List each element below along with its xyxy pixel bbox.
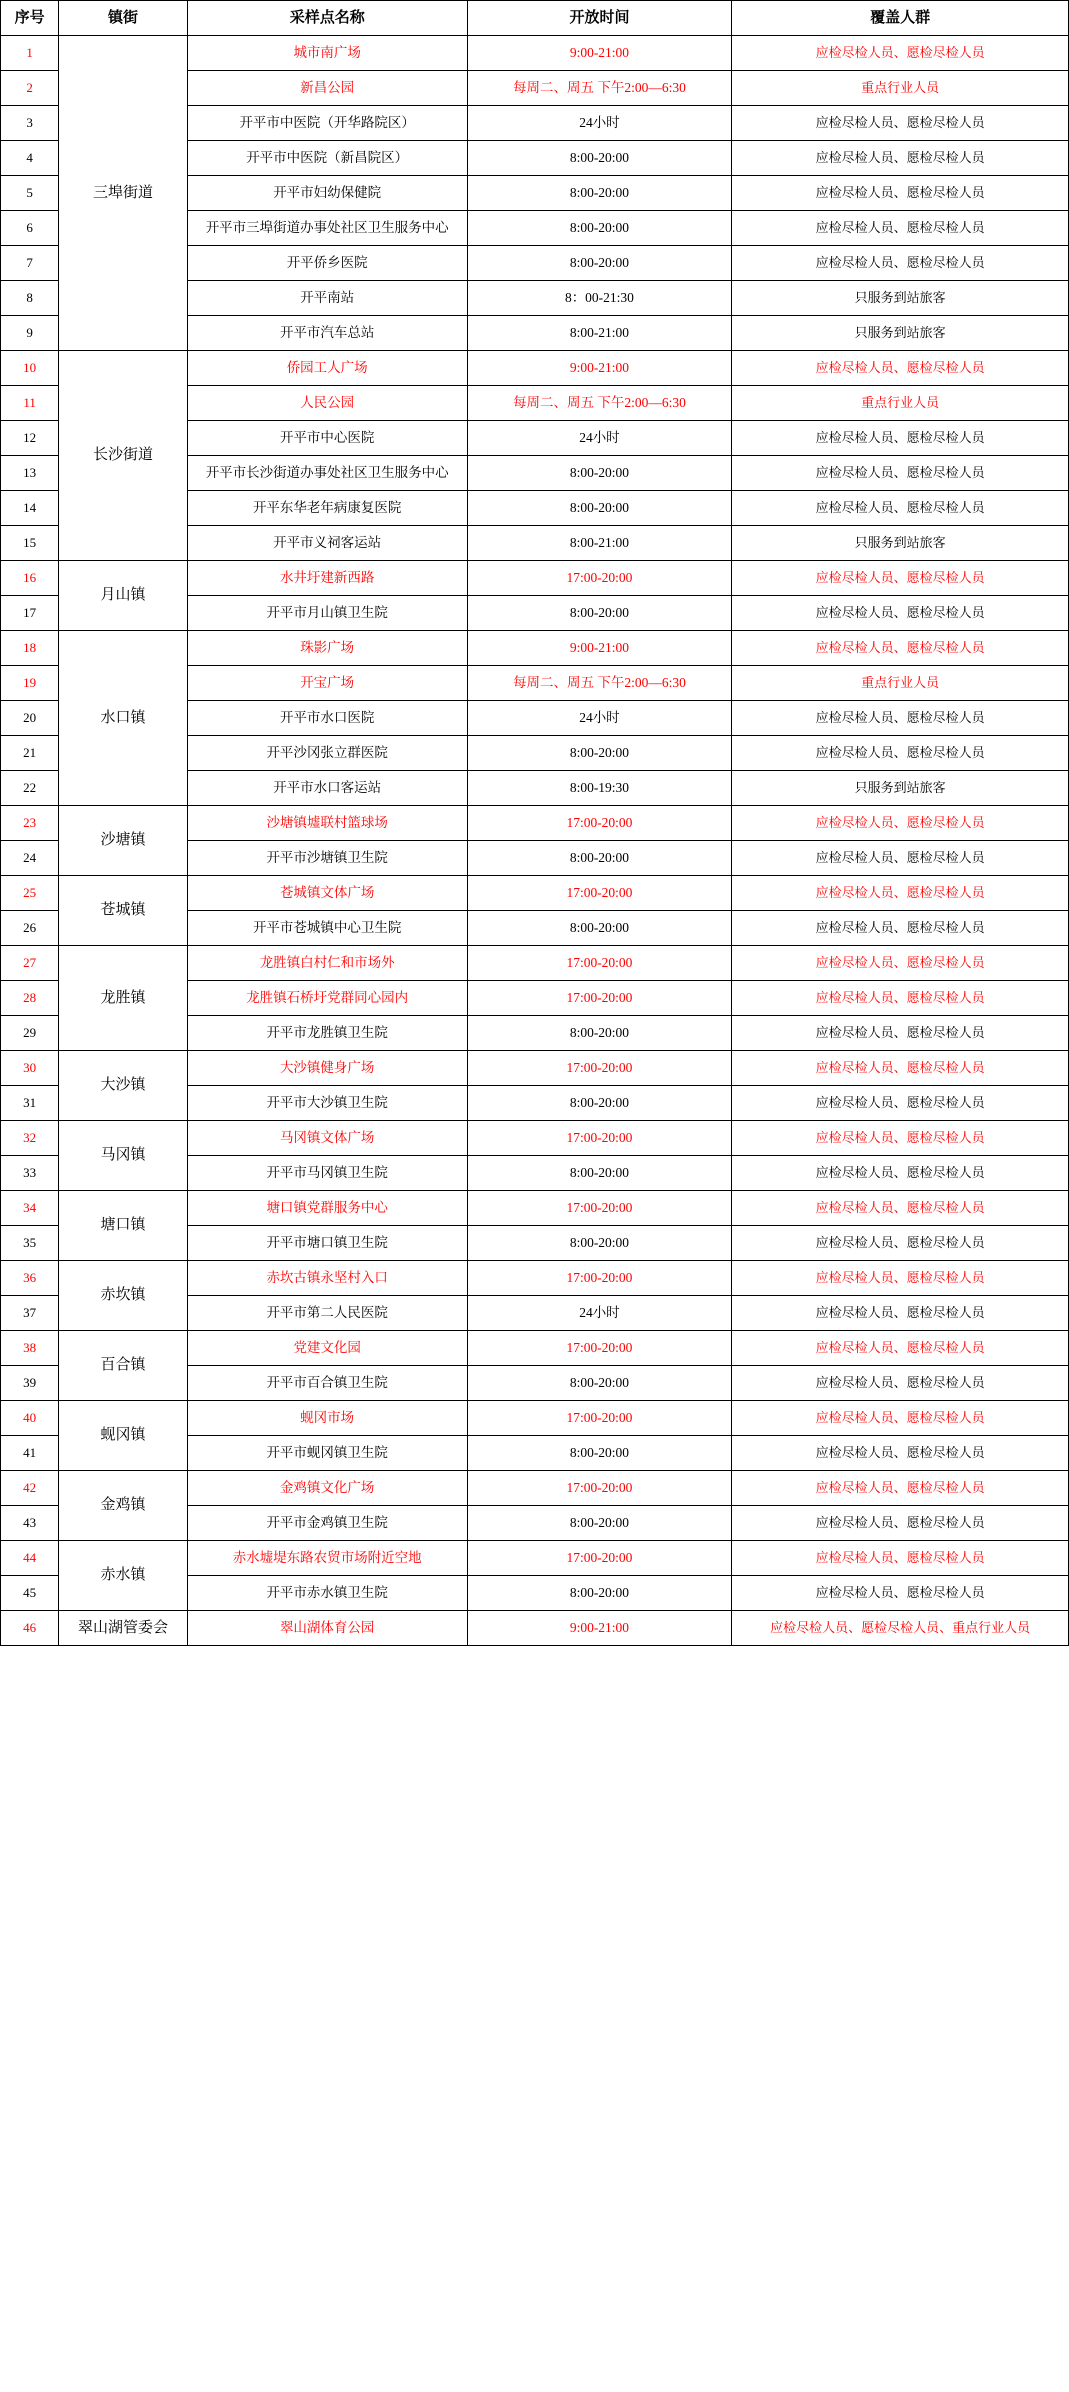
- table-body: [1, 36, 1069, 1646]
- cell-covered-people: 应检尽检人员、愿检尽检人员: [732, 421, 1069, 456]
- cell-index: 31: [1, 1086, 59, 1121]
- cell-site-name: 开平市长沙街道办事处社区卫生服务中心: [187, 456, 467, 491]
- cell-open-hours: 每周二、周五 下午2:00—6:30: [467, 71, 732, 106]
- table-row: [1, 1121, 1069, 1156]
- cell-covered-people: 应检尽检人员、愿检尽检人员: [732, 456, 1069, 491]
- cell-covered-people: 重点行业人员: [732, 386, 1069, 421]
- cell-site-name: 开平东华老年病康复医院: [187, 491, 467, 526]
- cell-covered-people: 应检尽检人员、愿检尽检人员: [732, 491, 1069, 526]
- cell-open-hours: 24小时: [467, 701, 732, 736]
- cell-index: 24: [1, 841, 59, 876]
- cell-index: 38: [1, 1331, 59, 1366]
- cell-site-name: 开宝广场: [187, 666, 467, 701]
- cell-open-hours: 9:00-21:00: [467, 1611, 732, 1646]
- cell-site-name: 赤坎古镇永坚村入口: [187, 1261, 467, 1296]
- cell-site-name: 苍城镇文体广场: [187, 876, 467, 911]
- cell-index: 19: [1, 666, 59, 701]
- cell-site-name: 开平市塘口镇卫生院: [187, 1226, 467, 1261]
- cell-open-hours: 8:00-20:00: [467, 1436, 732, 1471]
- cell-index: 9: [1, 316, 59, 351]
- cell-site-name: 大沙镇健身广场: [187, 1051, 467, 1086]
- cell-site-name: 人民公园: [187, 386, 467, 421]
- table-header: [1, 1, 1069, 36]
- cell-site-name: 翠山湖体育公园: [187, 1611, 467, 1646]
- cell-covered-people: 应检尽检人员、愿检尽检人员: [732, 1191, 1069, 1226]
- cell-town: 龙胜镇: [59, 946, 188, 1051]
- cell-site-name: 开平市中心医院: [187, 421, 467, 456]
- cell-index: 27: [1, 946, 59, 981]
- cell-open-hours: 8:00-20:00: [467, 841, 732, 876]
- table-header-row: [1, 1, 1069, 36]
- cell-town: 塘口镇: [59, 1191, 188, 1261]
- cell-index: 18: [1, 631, 59, 666]
- cell-covered-people: 应检尽检人员、愿检尽检人员: [732, 246, 1069, 281]
- column-header-hours: 开放时间: [467, 1, 732, 36]
- cell-open-hours: 8:00-19:30: [467, 771, 732, 806]
- cell-covered-people: 应检尽检人员、愿检尽检人员: [732, 106, 1069, 141]
- cell-covered-people: 应检尽检人员、愿检尽检人员: [732, 351, 1069, 386]
- cell-site-name: 新昌公园: [187, 71, 467, 106]
- cell-open-hours: 8:00-20:00: [467, 911, 732, 946]
- cell-open-hours: 8:00-20:00: [467, 1366, 732, 1401]
- cell-index: 43: [1, 1506, 59, 1541]
- cell-site-name: 开平市沙塘镇卫生院: [187, 841, 467, 876]
- cell-index: 46: [1, 1611, 59, 1646]
- cell-covered-people: 应检尽检人员、愿检尽检人员: [732, 596, 1069, 631]
- cell-open-hours: 8:00-20:00: [467, 1086, 732, 1121]
- cell-index: 26: [1, 911, 59, 946]
- cell-open-hours: 17:00-20:00: [467, 1541, 732, 1576]
- table-row: [1, 1471, 1069, 1506]
- table-row: [1, 631, 1069, 666]
- table-row: [1, 806, 1069, 841]
- cell-site-name: 开平沙冈张立群医院: [187, 736, 467, 771]
- cell-covered-people: 应检尽检人员、愿检尽检人员: [732, 1016, 1069, 1051]
- column-header-people: 覆盖人群: [732, 1, 1069, 36]
- cell-index: 21: [1, 736, 59, 771]
- cell-covered-people: 应检尽检人员、愿检尽检人员: [732, 876, 1069, 911]
- cell-covered-people: 应检尽检人员、愿检尽检人员: [732, 1051, 1069, 1086]
- cell-index: 11: [1, 386, 59, 421]
- cell-covered-people: 应检尽检人员、愿检尽检人员: [732, 1121, 1069, 1156]
- cell-site-name: 开平市第二人民医院: [187, 1296, 467, 1331]
- cell-open-hours: 8:00-20:00: [467, 491, 732, 526]
- cell-open-hours: 8:00-20:00: [467, 211, 732, 246]
- cell-covered-people: 应检尽检人员、愿检尽检人员: [732, 211, 1069, 246]
- cell-index: 42: [1, 1471, 59, 1506]
- cell-index: 1: [1, 36, 59, 71]
- cell-town: 马冈镇: [59, 1121, 188, 1191]
- column-header-town: 镇街: [59, 1, 188, 36]
- cell-index: 32: [1, 1121, 59, 1156]
- cell-open-hours: 8:00-20:00: [467, 1506, 732, 1541]
- cell-open-hours: 17:00-20:00: [467, 806, 732, 841]
- cell-covered-people: 应检尽检人员、愿检尽检人员: [732, 1086, 1069, 1121]
- cell-site-name: 开平市龙胜镇卫生院: [187, 1016, 467, 1051]
- cell-open-hours: 17:00-20:00: [467, 561, 732, 596]
- cell-covered-people: 应检尽检人员、愿检尽检人员: [732, 1296, 1069, 1331]
- cell-covered-people: 应检尽检人员、愿检尽检人员: [732, 36, 1069, 71]
- cell-covered-people: 应检尽检人员、愿检尽检人员: [732, 1331, 1069, 1366]
- cell-index: 6: [1, 211, 59, 246]
- cell-site-name: 开平市百合镇卫生院: [187, 1366, 467, 1401]
- cell-covered-people: 应检尽检人员、愿检尽检人员: [732, 981, 1069, 1016]
- cell-site-name: 开平市大沙镇卫生院: [187, 1086, 467, 1121]
- cell-open-hours: 24小时: [467, 1296, 732, 1331]
- cell-site-name: 赤水墟堤东路农贸市场附近空地: [187, 1541, 467, 1576]
- cell-covered-people: 应检尽检人员、愿检尽检人员: [732, 1471, 1069, 1506]
- cell-index: 35: [1, 1226, 59, 1261]
- cell-open-hours: 17:00-20:00: [467, 1261, 732, 1296]
- cell-site-name: 开平市中医院（开华路院区）: [187, 106, 467, 141]
- cell-open-hours: 8:00-20:00: [467, 176, 732, 211]
- cell-index: 8: [1, 281, 59, 316]
- cell-index: 20: [1, 701, 59, 736]
- cell-site-name: 侨园工人广场: [187, 351, 467, 386]
- cell-site-name: 开平市中医院（新昌院区）: [187, 141, 467, 176]
- cell-town: 月山镇: [59, 561, 188, 631]
- cell-site-name: 开平侨乡医院: [187, 246, 467, 281]
- cell-site-name: 水井圩建新西路: [187, 561, 467, 596]
- cell-index: 36: [1, 1261, 59, 1296]
- cell-index: 3: [1, 106, 59, 141]
- cell-site-name: 龙胜镇石桥圩党群同心园内: [187, 981, 467, 1016]
- table-row: [1, 1541, 1069, 1576]
- cell-index: 44: [1, 1541, 59, 1576]
- cell-town: 长沙街道: [59, 351, 188, 561]
- table-row: [1, 1051, 1069, 1086]
- cell-index: 23: [1, 806, 59, 841]
- cell-index: 28: [1, 981, 59, 1016]
- cell-index: 14: [1, 491, 59, 526]
- cell-covered-people: 只服务到站旅客: [732, 316, 1069, 351]
- cell-covered-people: 应检尽检人员、愿检尽检人员: [732, 1541, 1069, 1576]
- cell-town: 蚬冈镇: [59, 1401, 188, 1471]
- table-row: [1, 876, 1069, 911]
- cell-covered-people: 应检尽检人员、愿检尽检人员: [732, 1366, 1069, 1401]
- cell-open-hours: 8:00-20:00: [467, 1016, 732, 1051]
- cell-index: 30: [1, 1051, 59, 1086]
- cell-index: 22: [1, 771, 59, 806]
- cell-site-name: 金鸡镇文化广场: [187, 1471, 467, 1506]
- cell-covered-people: 应检尽检人员、愿检尽检人员: [732, 806, 1069, 841]
- cell-open-hours: 17:00-20:00: [467, 1051, 732, 1086]
- cell-covered-people: 应检尽检人员、愿检尽检人员: [732, 631, 1069, 666]
- cell-site-name: 开平市妇幼保健院: [187, 176, 467, 211]
- cell-open-hours: 8:00-20:00: [467, 246, 732, 281]
- cell-open-hours: 每周二、周五 下午2:00—6:30: [467, 666, 732, 701]
- cell-town: 水口镇: [59, 631, 188, 806]
- cell-site-name: 开平市水口医院: [187, 701, 467, 736]
- cell-index: 4: [1, 141, 59, 176]
- table-row: [1, 561, 1069, 596]
- cell-open-hours: 8:00-20:00: [467, 596, 732, 631]
- cell-covered-people: 应检尽检人员、愿检尽检人员、重点行业人员: [732, 1611, 1069, 1646]
- cell-covered-people: 重点行业人员: [732, 666, 1069, 701]
- table-row: [1, 1401, 1069, 1436]
- cell-open-hours: 8:00-20:00: [467, 1576, 732, 1611]
- cell-index: 7: [1, 246, 59, 281]
- cell-covered-people: 应检尽检人员、愿检尽检人员: [732, 946, 1069, 981]
- cell-site-name: 开平市金鸡镇卫生院: [187, 1506, 467, 1541]
- cell-covered-people: 应检尽检人员、愿检尽检人员: [732, 1226, 1069, 1261]
- cell-site-name: 开平市汽车总站: [187, 316, 467, 351]
- cell-site-name: 城市南广场: [187, 36, 467, 71]
- cell-open-hours: 17:00-20:00: [467, 946, 732, 981]
- cell-open-hours: 8：00-21:30: [467, 281, 732, 316]
- cell-site-name: 开平市蚬冈镇卫生院: [187, 1436, 467, 1471]
- table-row: [1, 1331, 1069, 1366]
- cell-town: 苍城镇: [59, 876, 188, 946]
- cell-open-hours: 9:00-21:00: [467, 36, 732, 71]
- cell-open-hours: 24小时: [467, 106, 732, 141]
- cell-site-name: 开平市义祠客运站: [187, 526, 467, 561]
- cell-open-hours: 8:00-20:00: [467, 141, 732, 176]
- cell-town: 三埠街道: [59, 36, 188, 351]
- cell-town: 百合镇: [59, 1331, 188, 1401]
- cell-site-name: 龙胜镇白村仁和市场外: [187, 946, 467, 981]
- cell-covered-people: 应检尽检人员、愿检尽检人员: [732, 1506, 1069, 1541]
- cell-covered-people: 应检尽检人员、愿检尽检人员: [732, 1576, 1069, 1611]
- cell-open-hours: 8:00-20:00: [467, 1226, 732, 1261]
- cell-covered-people: 只服务到站旅客: [732, 281, 1069, 316]
- cell-index: 17: [1, 596, 59, 631]
- column-header-site: 采样点名称: [187, 1, 467, 36]
- cell-index: 34: [1, 1191, 59, 1226]
- table-row: [1, 36, 1069, 71]
- cell-index: 10: [1, 351, 59, 386]
- cell-covered-people: 应检尽检人员、愿检尽检人员: [732, 911, 1069, 946]
- cell-index: 15: [1, 526, 59, 561]
- cell-covered-people: 应检尽检人员、愿检尽检人员: [732, 736, 1069, 771]
- cell-covered-people: 应检尽检人员、愿检尽检人员: [732, 841, 1069, 876]
- cell-town: 大沙镇: [59, 1051, 188, 1121]
- table-row: [1, 351, 1069, 386]
- cell-covered-people: 只服务到站旅客: [732, 526, 1069, 561]
- cell-covered-people: 应检尽检人员、愿检尽检人员: [732, 1261, 1069, 1296]
- cell-covered-people: 应检尽检人员、愿检尽检人员: [732, 701, 1069, 736]
- cell-open-hours: 17:00-20:00: [467, 1471, 732, 1506]
- cell-open-hours: 17:00-20:00: [467, 1401, 732, 1436]
- cell-site-name: 沙塘镇墟联村篮球场: [187, 806, 467, 841]
- cell-open-hours: 17:00-20:00: [467, 1191, 732, 1226]
- column-header-index: 序号: [1, 1, 59, 36]
- cell-index: 2: [1, 71, 59, 106]
- cell-open-hours: 17:00-20:00: [467, 876, 732, 911]
- cell-site-name: 蚬冈市场: [187, 1401, 467, 1436]
- cell-open-hours: 9:00-21:00: [467, 631, 732, 666]
- cell-site-name: 开平市月山镇卫生院: [187, 596, 467, 631]
- cell-site-name: 塘口镇党群服务中心: [187, 1191, 467, 1226]
- cell-open-hours: 8:00-20:00: [467, 1156, 732, 1191]
- cell-index: 33: [1, 1156, 59, 1191]
- cell-covered-people: 应检尽检人员、愿检尽检人员: [732, 1156, 1069, 1191]
- cell-index: 41: [1, 1436, 59, 1471]
- cell-site-name: 开平市马冈镇卫生院: [187, 1156, 467, 1191]
- cell-open-hours: 24小时: [467, 421, 732, 456]
- cell-covered-people: 重点行业人员: [732, 71, 1069, 106]
- table-row: [1, 1261, 1069, 1296]
- cell-open-hours: 17:00-20:00: [467, 1121, 732, 1156]
- cell-open-hours: 每周二、周五 下午2:00—6:30: [467, 386, 732, 421]
- cell-town: 赤坎镇: [59, 1261, 188, 1331]
- cell-site-name: 开平市三埠街道办事处社区卫生服务中心: [187, 211, 467, 246]
- table-row: [1, 1191, 1069, 1226]
- cell-town: 沙塘镇: [59, 806, 188, 876]
- cell-site-name: 珠影广场: [187, 631, 467, 666]
- cell-covered-people: 应检尽检人员、愿检尽检人员: [732, 561, 1069, 596]
- cell-index: 5: [1, 176, 59, 211]
- cell-index: 29: [1, 1016, 59, 1051]
- cell-index: 16: [1, 561, 59, 596]
- cell-town: 金鸡镇: [59, 1471, 188, 1541]
- cell-covered-people: 只服务到站旅客: [732, 771, 1069, 806]
- cell-open-hours: 8:00-21:00: [467, 316, 732, 351]
- cell-open-hours: 17:00-20:00: [467, 1331, 732, 1366]
- cell-town: 赤水镇: [59, 1541, 188, 1611]
- cell-open-hours: 8:00-21:00: [467, 526, 732, 561]
- cell-open-hours: 8:00-20:00: [467, 736, 732, 771]
- cell-open-hours: 9:00-21:00: [467, 351, 732, 386]
- cell-site-name: 开平市苍城镇中心卫生院: [187, 911, 467, 946]
- table-row: [1, 946, 1069, 981]
- cell-covered-people: 应检尽检人员、愿检尽检人员: [732, 141, 1069, 176]
- cell-site-name: 马冈镇文体广场: [187, 1121, 467, 1156]
- cell-open-hours: 17:00-20:00: [467, 981, 732, 1016]
- cell-index: 12: [1, 421, 59, 456]
- cell-site-name: 开平市赤水镇卫生院: [187, 1576, 467, 1611]
- cell-index: 25: [1, 876, 59, 911]
- cell-index: 45: [1, 1576, 59, 1611]
- cell-site-name: 党建文化园: [187, 1331, 467, 1366]
- cell-index: 37: [1, 1296, 59, 1331]
- cell-index: 40: [1, 1401, 59, 1436]
- cell-open-hours: 8:00-20:00: [467, 456, 732, 491]
- cell-covered-people: 应检尽检人员、愿检尽检人员: [732, 1401, 1069, 1436]
- cell-covered-people: 应检尽检人员、愿检尽检人员: [732, 1436, 1069, 1471]
- cell-index: 13: [1, 456, 59, 491]
- cell-covered-people: 应检尽检人员、愿检尽检人员: [732, 176, 1069, 211]
- cell-index: 39: [1, 1366, 59, 1401]
- table-row: [1, 1611, 1069, 1646]
- cell-town: 翠山湖管委会: [59, 1611, 188, 1646]
- cell-site-name: 开平市水口客运站: [187, 771, 467, 806]
- cell-site-name: 开平南站: [187, 281, 467, 316]
